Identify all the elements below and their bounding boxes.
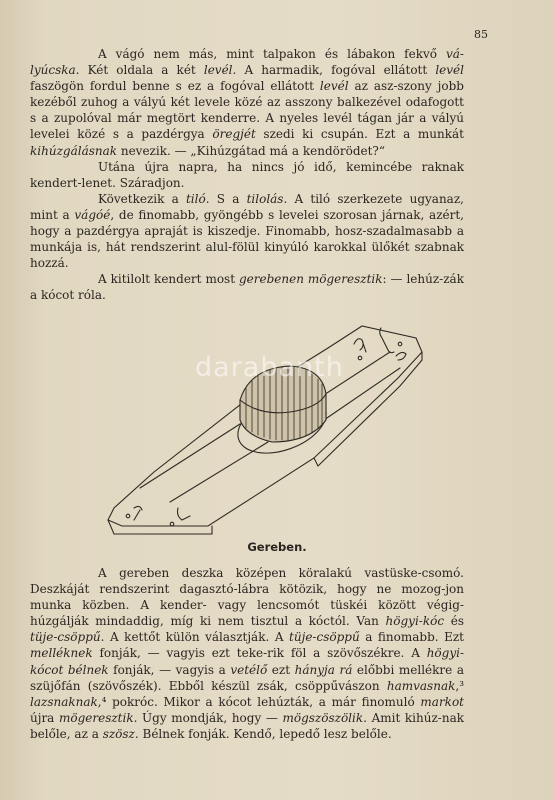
text-run: . Bélnek fonják. Kendő, lepedő lesz belőle.: [134, 726, 392, 741]
emphasis-term: tilolás: [246, 191, 284, 206]
text-run: . S a: [205, 191, 247, 206]
emphasis-term: kihúzgálásnak: [30, 143, 118, 158]
emphasis-term: högyi-kóc: [385, 614, 445, 629]
emphasis-term: levél: [435, 63, 464, 78]
text-run: ,³: [455, 678, 464, 693]
text-run: szedi ki csupán. Ezt a munkát: [255, 127, 464, 142]
emphasis-term: vetélő: [230, 662, 268, 677]
text-run: a finomabb. Ezt: [359, 630, 465, 645]
text-run: Utána újra napra, ha nincs jó idő, kemincébe raknak kendert-lenet. Száradjon.: [30, 159, 464, 190]
emphasis-term: högyi-kócot bélnek: [30, 646, 464, 677]
emphasis-term: mögszöszölik: [282, 710, 364, 725]
text-run: A kitilolt kendert most: [98, 272, 239, 287]
paragraph: [30, 46, 464, 159]
emphasis-term: hányja rá: [294, 662, 353, 677]
emphasis-term: levél: [319, 79, 349, 94]
page-number: 85: [474, 28, 488, 41]
text-run: Következik a: [98, 191, 186, 206]
paragraph: [30, 271, 464, 303]
paragraph: [30, 565, 464, 742]
text-run: . A tiló szerkezete ugyanaz, mint a: [30, 191, 464, 222]
text-run: ,⁴ pokróc. Mikor a kócot lehúzták, a már finomuló: [97, 694, 421, 709]
text-run: , de finomabb, gyöngébb s levelei szorosan járnak, azért, hogy a pazdérgya apraját is kiszedje. Finomabb, hosz-szadalmasabb a munkája is, hát rendszerint alul-fölül kinyúló karokkal ülőkét szabnak hozzá.: [30, 207, 464, 271]
paragraph: [30, 191, 464, 271]
text-run: A gereben deszka középen köralakú vastüske-csomó. Deszkáját rendszerint dagasztó-lábra kötözik, hogy ne mozog-jon munka közben. A kender- vagy lencsomót tüskéi között végig-húzgálják mindaddig, míg ki nem tisztul a kóctól. Van: [30, 566, 464, 629]
figure-caption: Gereben.: [247, 540, 307, 554]
text-run: . A kettőt külön választják. A: [100, 630, 290, 645]
paragraph: [30, 159, 464, 191]
emphasis-term: tüje-csöppű: [30, 630, 101, 645]
emphasis-term: szösz: [102, 726, 135, 741]
emphasis-term: tiló: [185, 191, 206, 206]
text-run: . Amit kihúz-nak belőle, az a: [30, 710, 464, 741]
text-run: és: [444, 614, 465, 629]
text-run: az asz-szony jobb kezéből zuhog a vályú két levele közé az asszony balkezével odafogott s a zupolóval már megtört kenderre. A nyeles levél tágan jár a vályú levelei közé s a pazdérgya: [30, 79, 464, 142]
emphasis-term: markot: [420, 694, 464, 709]
text-run: nevezik. — „Kihúzgátad má a kendörödet?“: [117, 143, 385, 158]
emphasis-term: mögeresztik: [58, 710, 134, 725]
text-run: ezt: [267, 662, 295, 677]
emphasis-term: melléknek: [30, 646, 93, 661]
text-run: fonják, — vagyis a: [108, 662, 231, 677]
emphasis-term: hamvasnak: [386, 678, 456, 693]
text-run: . Két oldala a két: [75, 63, 204, 78]
text-run: A vágó nem más, mint talpakon és lábakon fekvő: [98, 47, 446, 61]
text-run: faszögön fordul benne s ez a fogóval ellátott: [30, 79, 320, 94]
emphasis-term: levél: [203, 63, 233, 78]
text-run: . Úgy mondják, hogy —: [133, 710, 283, 725]
text-run: : — lehúz-zák a kócot róla.: [30, 272, 464, 303]
emphasis-term: tüje-csöppű: [289, 630, 360, 645]
text-run: . A harmadik, fogóval ellátott: [232, 63, 436, 78]
emphasis-term: öregjét: [212, 127, 256, 142]
gereben-drawing: [100, 312, 436, 538]
text-run: fonják, — vagyis ezt teke-rik föl a szövőszékre. A: [92, 646, 427, 661]
watermark: darabanth: [195, 352, 344, 383]
emphasis-term: vá-lyúcska: [30, 47, 464, 78]
gereben-illustration: [100, 312, 436, 538]
top-text: [30, 46, 464, 304]
emphasis-term: lazsnaknak: [30, 694, 98, 709]
text-run: újra: [30, 710, 59, 725]
bottom-text: [30, 565, 464, 742]
text-run: előbbi mellékre a szüjőfán (szövőszék). Ebből készül zsák, csöppűvászon: [30, 662, 464, 693]
emphasis-term: gerebenen mögeresztik: [238, 272, 383, 287]
emphasis-term: vágóé: [74, 207, 111, 222]
